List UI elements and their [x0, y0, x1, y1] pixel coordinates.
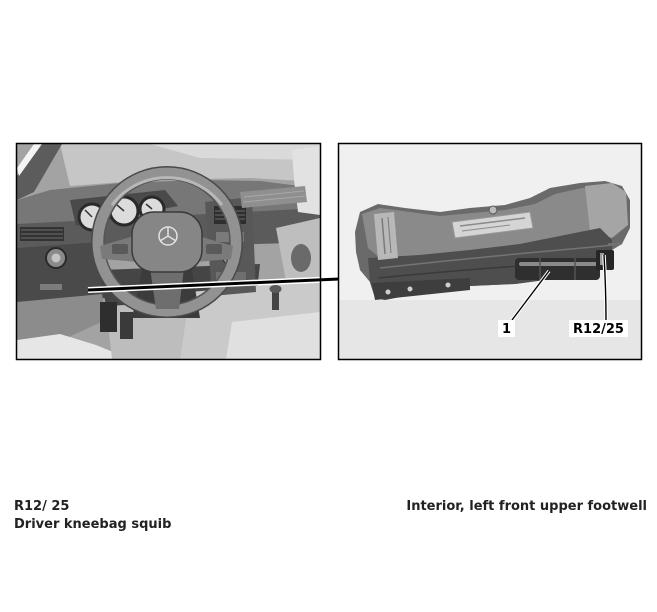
callout-r12-25-label: R12/25 [573, 322, 624, 337]
hood-release [40, 284, 62, 290]
gas-generator-cylinder [515, 258, 600, 280]
light-switch-center [52, 254, 61, 263]
bracket-hole [446, 283, 451, 288]
steering-buttons-right [206, 244, 222, 254]
dashboard-photo [17, 144, 320, 359]
steering-buttons-left [112, 244, 128, 254]
callout-1-label: 1 [501, 322, 512, 337]
mounting-tab [489, 206, 497, 214]
component-location: Interior, left front upper footwell [406, 499, 647, 514]
component-name: Driver kneebag squib [14, 517, 172, 532]
accelerator-pedal [120, 312, 133, 339]
steering-wheel-hub [132, 212, 202, 272]
gas-generator-highlight [519, 262, 597, 266]
bracket-hole [408, 287, 413, 292]
barcode-label [374, 212, 398, 260]
door-speaker [291, 244, 311, 272]
bracket-hole [386, 290, 391, 295]
gear-selector-knob [270, 285, 282, 293]
component-code: R12/ 25 [14, 499, 70, 514]
brake-pedal [100, 302, 117, 332]
